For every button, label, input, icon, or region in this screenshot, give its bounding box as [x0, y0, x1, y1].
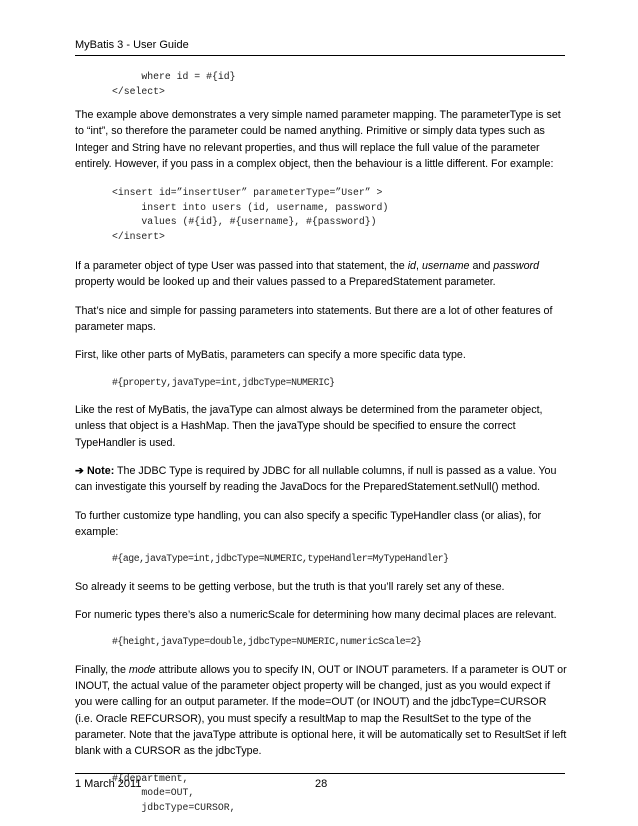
code-line: mode=OUT, — [112, 787, 195, 799]
code-line: insert into users (id, username, password) — [112, 201, 389, 213]
paragraph-named-parameter: The example above demonstrates a very simple named parameter mapping. The parameterType is set to “int”, so therefore the parameter could be named anything. Primitive or simply data types such as Integer and String have no relevant properties, and thus will replace the full value of the parameter entirely. However, if you pass in a complex object, then the behaviour is a little different. For example: — [75, 109, 561, 170]
code-line: jdbcType=CURSOR, — [112, 801, 236, 813]
paragraph-mode: Finally, the mode attribute allows you to specify IN, OUT or INOUT parameters. If a parameter is OUT or INOUT, the actual value of the parameter object property will be changed, just as you would expect if you were calling for an output parameter. If the mode=OUT (or INOUT) and the jdbcType=CURSOR (i.e. Oracle REFCURSOR), you must specify a resultMap to map the ResultSet to the type of the parameter. Note that the javaType attribute is optional here, it will be automatically set to ResultSet if left blank with a CURSOR as the jdbcType. — [75, 663, 567, 758]
page-header — [75, 38, 565, 56]
footer-date: 1 March 2011 — [75, 778, 142, 790]
paragraph-java-type: Like the rest of MyBatis, the javaType can almost always be determined from the parameter object, unless that object is a HashMap. Then the javaType should be specified to ensure the correct TypeHandler is used. — [75, 404, 543, 449]
page-number: 28 — [315, 778, 328, 790]
code-block-select-end — [112, 70, 567, 99]
page-footer — [75, 773, 565, 791]
paragraph-type-handler: To further customize type handling, you can also specify a specific TypeHandler class (or alias), for example: — [75, 509, 542, 538]
code-line: </select> — [112, 85, 165, 97]
code-line: #{department, — [112, 772, 189, 784]
emphasis-mode: mode — [128, 663, 156, 676]
emphasis-id: id — [407, 260, 417, 273]
paragraph-user-object: If a parameter object of type User was passed into that statement, the id, username and password property would be looked up and their values passed to a PreparedStatement parameter. — [75, 260, 540, 289]
emphasis-username: username — [421, 260, 470, 273]
paragraph-data-type: First, like other parts of MyBatis, parameters can specify a more specific data type. — [75, 349, 466, 362]
code-line: values (#{id}, #{username}, #{password}) — [112, 216, 377, 228]
header-title: MyBatis 3 - User Guide — [75, 39, 189, 51]
code-line-property: #{property,javaType=int,jdbcType=NUMERIC} — [112, 376, 335, 388]
paragraph-parameter-maps: That’s nice and simple for passing parameters into statements. But there are a lot of other features of parameter maps. — [75, 304, 553, 334]
code-line-height: #{height,javaType=double,jdbcType=NUMERIC,numericScale=2} — [112, 636, 422, 648]
page-body — [75, 70, 567, 815]
paragraph-verbose: So already it seems to be getting verbose, but the truth is that you’ll rarely set any of these. — [75, 580, 505, 593]
note-paragraph: ➔ Note: The JDBC Type is required by JDBC for all nullable columns, if null is passed as a value. You can investigate this yourself by reading the JavaDocs for the PreparedStatement.setNull() method. — [75, 465, 557, 494]
paragraph-numeric-scale: For numeric types there’s also a numericScale for determining how many decimal places are relevant. — [75, 609, 557, 622]
code-line-age: #{age,javaType=int,jdbcType=NUMERIC,typeHandler=MyTypeHandler} — [112, 553, 449, 565]
emphasis-password: password — [493, 260, 540, 273]
arrow-icon: ➔ — [75, 465, 84, 478]
code-line: </insert> — [112, 230, 165, 242]
note-label: Note: — [83, 465, 115, 478]
code-line: where id = #{id} — [112, 71, 236, 82]
code-line: <insert id=”insertUser” parameterType=”User” > — [112, 187, 383, 199]
code-block-insert — [112, 186, 567, 244]
